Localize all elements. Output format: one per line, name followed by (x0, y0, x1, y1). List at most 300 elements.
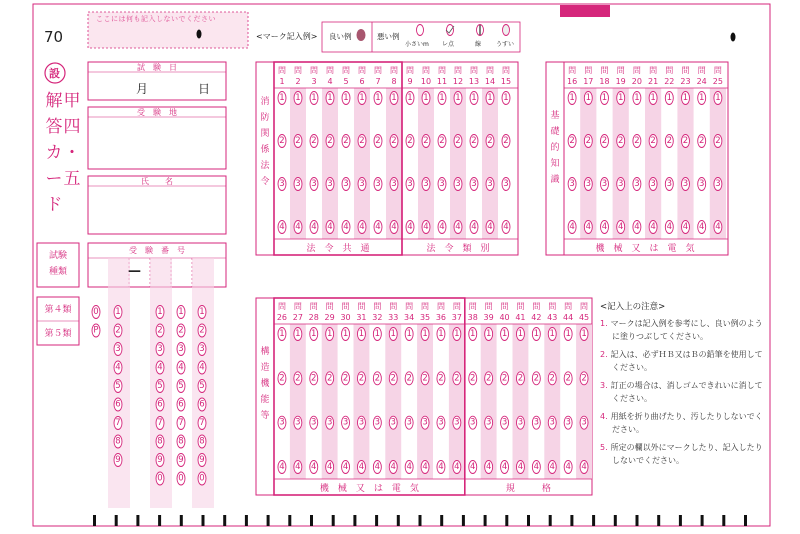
bubble-digit: 4 (549, 462, 555, 472)
bubble-digit: 3 (295, 417, 301, 428)
bubble-digit: 4 (326, 462, 333, 472)
bubble-digit: 3 (533, 417, 540, 428)
bubble-digit: 2 (455, 136, 461, 146)
bubble-digit: 1 (533, 329, 540, 339)
bubble-digit: 4 (470, 462, 476, 472)
bubble-digit: 1 (343, 93, 349, 103)
bubble-digit: 7 (178, 418, 184, 428)
bubble-digit: 4 (327, 222, 333, 232)
bubble-digit: 1 (327, 93, 333, 103)
bubble-digit: 3 (485, 417, 492, 428)
bubble-digit: 1 (585, 93, 592, 103)
card-title-char: ー (45, 169, 63, 189)
bubble-digit: 2 (470, 373, 476, 384)
bubble-digit: 1 (617, 93, 624, 103)
bubble-digit: 1 (295, 329, 301, 339)
bubble-digit: 4 (311, 222, 317, 232)
section-label-char: 的 (550, 143, 560, 153)
bubble-digit: 4 (634, 222, 640, 232)
bubble-digit: 2 (295, 136, 301, 146)
bubble-digit: 3 (279, 179, 285, 189)
bubble-digit: 4 (485, 462, 492, 472)
badge-text: 設 (49, 67, 60, 80)
bubble-digit: 3 (650, 179, 656, 189)
bubble-digit: 1 (279, 93, 285, 103)
card-title-char: 解 (45, 91, 63, 111)
bubble-digit: 2 (454, 373, 460, 384)
question-prefix: 問 (390, 66, 398, 75)
question-number: 12 (452, 77, 464, 86)
bubble-digit: 5 (115, 381, 121, 391)
bubble-digit: 2 (422, 373, 428, 384)
section-bottom-label: 法 令 類 別 (426, 244, 490, 254)
question-prefix: 問 (389, 302, 398, 311)
bubble-digit: 3 (634, 179, 640, 189)
question-prefix: 問 (484, 302, 493, 311)
bubble-digit: 3 (470, 417, 476, 428)
question-number: 5 (343, 77, 349, 86)
bubble-digit: 3 (422, 417, 428, 428)
question-number: 44 (563, 313, 574, 322)
bubble-digit: 1 (517, 329, 524, 339)
column-stripe (290, 324, 306, 479)
note-number: 3. (600, 381, 608, 390)
bubble-digit: 1 (374, 329, 381, 339)
question-number: 41 (515, 313, 526, 322)
bubble-digit: 3 (715, 179, 721, 189)
question-prefix: 問 (293, 302, 302, 311)
bubble-digit: 2 (374, 373, 381, 384)
bubble-digit: 3 (327, 179, 333, 189)
basic-grid (546, 62, 728, 255)
question-prefix: 問 (532, 302, 541, 311)
timing-mark-left (197, 30, 202, 39)
card-subtitle-char: ・ (63, 143, 81, 163)
bubble-digit: 2 (533, 373, 540, 384)
question-number: 25 (712, 77, 723, 86)
question-number: 26 (276, 313, 288, 322)
bubble-digit: 4 (406, 462, 412, 472)
bubble-digit: 1 (326, 329, 333, 339)
timing-mark (679, 515, 682, 526)
timing-mark (722, 515, 725, 526)
column-stripe (418, 88, 434, 239)
bubble-digit: 2 (390, 373, 396, 384)
question-number: 31 (356, 313, 367, 322)
question-prefix: 問 (697, 66, 706, 75)
bubble-digit: 1 (666, 93, 673, 103)
card-title-char: カ (45, 143, 63, 163)
bubble-digit: 2 (406, 373, 412, 384)
bubble-digit: 1 (279, 329, 285, 339)
bubble-digit: 6 (157, 399, 163, 410)
question-number: 16 (567, 77, 578, 86)
bubble-digit: 4 (471, 222, 477, 232)
question-prefix: 問 (374, 66, 382, 75)
question-number: 34 (404, 313, 415, 322)
section-label-char: 基 (550, 111, 560, 121)
bubble-digit: 1 (295, 93, 301, 103)
timing-mark (484, 515, 487, 526)
bubble-digit: 4 (199, 362, 205, 373)
question-number: 39 (483, 313, 494, 322)
bubble-digit: 2 (178, 325, 184, 336)
venue-label: 受 験 地 (137, 108, 177, 117)
bubble-digit: 1 (422, 329, 428, 339)
question-number: 24 (696, 77, 707, 86)
question-number: 21 (648, 77, 659, 86)
timing-mark (614, 515, 617, 526)
question-prefix: 問 (665, 66, 674, 75)
section-label-char: 構 (260, 347, 270, 357)
timing-mark (505, 515, 508, 526)
question-number: 13 (468, 77, 480, 86)
question-prefix: 問 (713, 66, 722, 75)
bubble-digit: 2 (549, 373, 555, 384)
bubble-digit: 2 (279, 136, 285, 146)
month-label: 月 (136, 82, 149, 96)
bubble-digit: 2 (617, 136, 624, 146)
bubble-digit: 3 (569, 179, 575, 189)
question-prefix: 問 (568, 66, 577, 75)
bubble-digit: 3 (585, 179, 592, 189)
timing-mark (701, 515, 704, 526)
timing-mark (202, 515, 205, 526)
bubble-digit: 2 (327, 136, 333, 146)
section-label-char: 関 (260, 129, 270, 139)
question-number: 40 (499, 313, 510, 322)
bubble-digit: 3 (358, 417, 365, 428)
question-number: 19 (615, 77, 626, 86)
question-number: 36 (435, 313, 447, 322)
timing-mark (136, 515, 139, 526)
question-number: 23 (680, 77, 691, 86)
bubble-digit: 1 (178, 307, 184, 317)
bubble-digit: 3 (295, 179, 301, 189)
bubble-digit: 2 (115, 325, 121, 336)
question-prefix: 問 (486, 66, 494, 75)
bubble-digit: 4 (343, 222, 349, 232)
column-stripe (645, 88, 661, 239)
bubble-digit: 3 (517, 417, 524, 428)
timing-mark (657, 515, 660, 526)
bubble-digit: 9 (178, 455, 184, 465)
note-item (600, 317, 770, 343)
question-prefix: 問 (277, 302, 286, 311)
bubble-digit: 1 (454, 329, 460, 339)
bubble-digit: 1 (391, 93, 397, 103)
bubble-digit: 2 (438, 373, 444, 384)
bubble-digit: 1 (375, 93, 381, 103)
section-label-char: 機 (260, 379, 270, 389)
timing-mark (115, 515, 118, 526)
bubble-digit: 8 (199, 436, 205, 447)
timing-mark (180, 515, 183, 526)
bad-thin-label: うすい (496, 41, 515, 48)
bubble-digit: 3 (157, 344, 163, 354)
section-bottom-label: 規 格 (505, 484, 551, 494)
question-number: 17 (583, 77, 594, 86)
bubble-digit: 1 (311, 93, 317, 103)
bubble-digit: 4 (501, 462, 508, 472)
question-prefix: 問 (438, 66, 446, 75)
bubble-digit: 3 (471, 179, 477, 189)
bubble-digit: 3 (682, 179, 689, 189)
exam-date-label: 試 験 日 (137, 63, 177, 72)
card-subtitle-char: 四 (63, 117, 81, 137)
bubble-digit: 4 (517, 462, 524, 472)
bubble-digit: 3 (407, 179, 413, 189)
bubble-digit: 4 (342, 462, 349, 472)
section-label-char: 知 (550, 159, 560, 169)
bubble-digit: 8 (115, 436, 121, 447)
column-stripe (385, 324, 401, 479)
bubble-digit: 1 (487, 93, 493, 103)
question-prefix: 問 (649, 66, 658, 75)
timing-mark (744, 515, 747, 526)
bubble-digit: 2 (585, 136, 592, 146)
question-number: 22 (664, 77, 675, 86)
bubble-digit: 3 (565, 417, 571, 428)
bubble-digit: 3 (326, 417, 333, 428)
bubble-digit: 4 (115, 362, 121, 373)
bubble-digit: 9 (115, 455, 121, 465)
question-prefix: 問 (452, 302, 461, 311)
bubble-digit: 4 (569, 222, 575, 232)
bubble-digit: 3 (279, 417, 285, 428)
bubble-digit: 4 (601, 222, 608, 232)
bubble-digit: 4 (650, 222, 656, 232)
bubble-digit: 1 (485, 329, 492, 339)
bubble-digit: 3 (199, 344, 205, 354)
bubble-digit: 1 (359, 93, 365, 103)
bubble-digit: 5 (178, 381, 184, 391)
bubble-digit: 3 (439, 179, 445, 189)
bubble-digit: 4 (359, 222, 365, 232)
bubble-digit: 1 (565, 329, 571, 339)
candidate-number-label: 受 験 番 号 (129, 246, 185, 255)
note-number: 5. (600, 443, 608, 452)
bubble-digit: 1 (157, 307, 163, 317)
column-stripe (322, 324, 338, 479)
bubble-digit: 3 (391, 179, 397, 189)
timing-mark (93, 515, 96, 526)
good-example-label: 良い例 (329, 32, 352, 41)
bubble-digit: 4 (311, 462, 317, 472)
bubble-digit: 0 (199, 473, 205, 484)
bubble-digit: 4 (279, 462, 285, 472)
column-stripe (710, 88, 726, 239)
section-label-char: 能 (260, 395, 270, 405)
bubble-digit: 2 (503, 136, 509, 146)
bubble-digit: 1 (199, 307, 205, 317)
bubble-digit: 0 (178, 473, 184, 484)
day-label: 日 (198, 82, 211, 96)
bubble-digit: 1 (501, 329, 508, 339)
bubble-digit: 4 (390, 462, 396, 472)
card-subtitle-char: 五 (63, 169, 81, 189)
bubble-digit: 1 (358, 329, 365, 339)
law-grid (256, 62, 518, 255)
bubble-digit: 2 (359, 136, 365, 146)
question-prefix: 問 (616, 66, 625, 75)
bubble-digit: 4 (358, 462, 365, 472)
note-number: 1. (600, 319, 608, 328)
bubble-digit: 2 (343, 136, 349, 146)
timing-mark (158, 515, 161, 526)
card-title (44, 88, 64, 218)
bubble-digit: 2 (601, 136, 608, 146)
bubble-digit: 3 (178, 344, 184, 354)
question-prefix: 問 (342, 66, 350, 75)
bad-check-label: レ点 (442, 41, 455, 48)
bubble-digit: 2 (666, 136, 673, 146)
bubble-digit: 7 (115, 418, 121, 428)
timing-mark (267, 515, 270, 526)
exam-type-line: 試験 (48, 251, 67, 261)
bubble-digit: 7 (157, 418, 163, 428)
bubble-digit: 2 (311, 136, 317, 146)
bubble-digit: 4 (565, 462, 571, 472)
bubble-digit: 6 (199, 399, 205, 410)
column-stripe (576, 324, 592, 479)
timing-mark (288, 515, 291, 526)
note-number: 4. (600, 412, 608, 421)
bubble-digit: 2 (326, 373, 333, 384)
timing-mark (223, 515, 226, 526)
timing-mark (527, 515, 530, 526)
note-text: 記入は、必ずＨＢ又はＢの鉛筆を使用してください。 (610, 350, 763, 372)
question-number: 20 (631, 77, 642, 86)
section-bottom-label: 機 械 又 は 電 気 (319, 484, 419, 494)
question-prefix: 問 (454, 66, 462, 75)
bubble-digit: 4 (487, 222, 493, 232)
column-stripe (354, 88, 370, 239)
question-prefix: 問 (468, 302, 477, 311)
bubble-digit: 4 (617, 222, 624, 232)
question-prefix: 問 (310, 66, 318, 75)
question-prefix: 問 (502, 66, 510, 75)
bubble-digit: 6 (178, 399, 184, 410)
question-prefix: 問 (357, 302, 366, 311)
bubble-digit: 6 (115, 399, 121, 410)
bubble-digit: 2 (375, 136, 381, 146)
column-stripe (290, 88, 306, 239)
bubble-digit: 3 (390, 417, 396, 428)
card-title-char: ド (45, 195, 63, 215)
timing-mark (375, 515, 378, 526)
column-stripe (481, 324, 497, 479)
bubble-digit: 3 (698, 179, 705, 189)
bubble-digit: 1 (439, 93, 445, 103)
question-number: 30 (340, 313, 351, 322)
exam-type-line: 種類 (48, 267, 67, 277)
question-prefix: 問 (406, 66, 414, 75)
candidate-dash: — (128, 264, 141, 279)
question-number: 6 (359, 77, 365, 86)
bubble-digit: 1 (581, 329, 587, 339)
question-prefix: 問 (681, 66, 690, 75)
question-prefix: 問 (500, 302, 509, 311)
question-prefix: 問 (580, 302, 589, 311)
timing-mark-right (731, 33, 736, 42)
bubble-digit: 3 (666, 179, 673, 189)
note-item (600, 348, 770, 374)
bubble-digit: 0 (157, 473, 163, 484)
question-number: 7 (375, 77, 381, 86)
bubble-digit: 2 (698, 136, 705, 146)
note-item (600, 379, 770, 405)
bubble-digit: 4 (391, 222, 397, 232)
bubble-digit: 2 (407, 136, 413, 146)
note-text: マークは記入例を参考にし、良い例のように塗りつぶしてください。 (610, 319, 763, 341)
bubble-digit: 2 (650, 136, 656, 146)
section-bottom-label: 法 令 共 通 (306, 244, 370, 254)
timing-mark (245, 515, 248, 526)
bubble-digit: 4 (666, 222, 673, 232)
question-number: 10 (420, 77, 432, 86)
bubble-digit: 8 (178, 436, 184, 447)
timing-mark (549, 515, 552, 526)
timing-mark (353, 515, 356, 526)
bubble-digit: 2 (279, 373, 285, 384)
column-stripe (613, 88, 629, 239)
bubble-digit: 4 (581, 462, 587, 472)
bubble-digit: 1 (698, 93, 705, 103)
question-prefix: 問 (358, 66, 366, 75)
timing-mark (397, 515, 400, 526)
bubble-digit: 2 (358, 373, 365, 384)
bubble-digit: 5 (199, 381, 205, 391)
bubble-digit: 1 (715, 93, 721, 103)
timing-mark (592, 515, 595, 526)
bubble-digit: 1 (682, 93, 689, 103)
bubble-digit: 3 (581, 417, 587, 428)
section-label-char: 防 (260, 113, 270, 123)
question-number: 8 (391, 77, 397, 86)
section-label-char: 係 (260, 145, 270, 155)
bubble-digit: 1 (471, 93, 477, 103)
question-prefix: 問 (421, 302, 430, 311)
bubble-digit: 1 (406, 329, 412, 339)
bubble-digit: 4 (178, 362, 184, 373)
bubble-digit: 2 (487, 136, 493, 146)
note-number: 2. (600, 350, 608, 359)
bubble-digit: 1 (438, 329, 444, 339)
bubble-digit: 1 (390, 329, 396, 339)
timing-mark (332, 515, 335, 526)
bubble-digit: 3 (487, 179, 493, 189)
question-prefix: 問 (436, 302, 445, 311)
bad-example-label: 悪い例 (377, 32, 400, 41)
question-prefix: 問 (632, 66, 641, 75)
question-prefix: 問 (278, 66, 286, 75)
section-label-char: 令 (260, 177, 270, 187)
bubble-digit: 1 (650, 93, 656, 103)
bubble-digit: 7 (199, 418, 205, 428)
question-number: 32 (372, 313, 383, 322)
section-label-char: 法 (260, 161, 270, 171)
bubble-digit: 4 (454, 462, 460, 472)
bubble-digit: 2 (517, 373, 524, 384)
question-number: 11 (436, 77, 448, 86)
bubble-digit: 2 (565, 373, 571, 384)
question-prefix: 問 (325, 302, 334, 311)
column-stripe (449, 324, 465, 479)
question-prefix: 問 (422, 66, 430, 75)
bubble-digit: 4 (585, 222, 592, 232)
question-prefix: 問 (516, 302, 525, 311)
